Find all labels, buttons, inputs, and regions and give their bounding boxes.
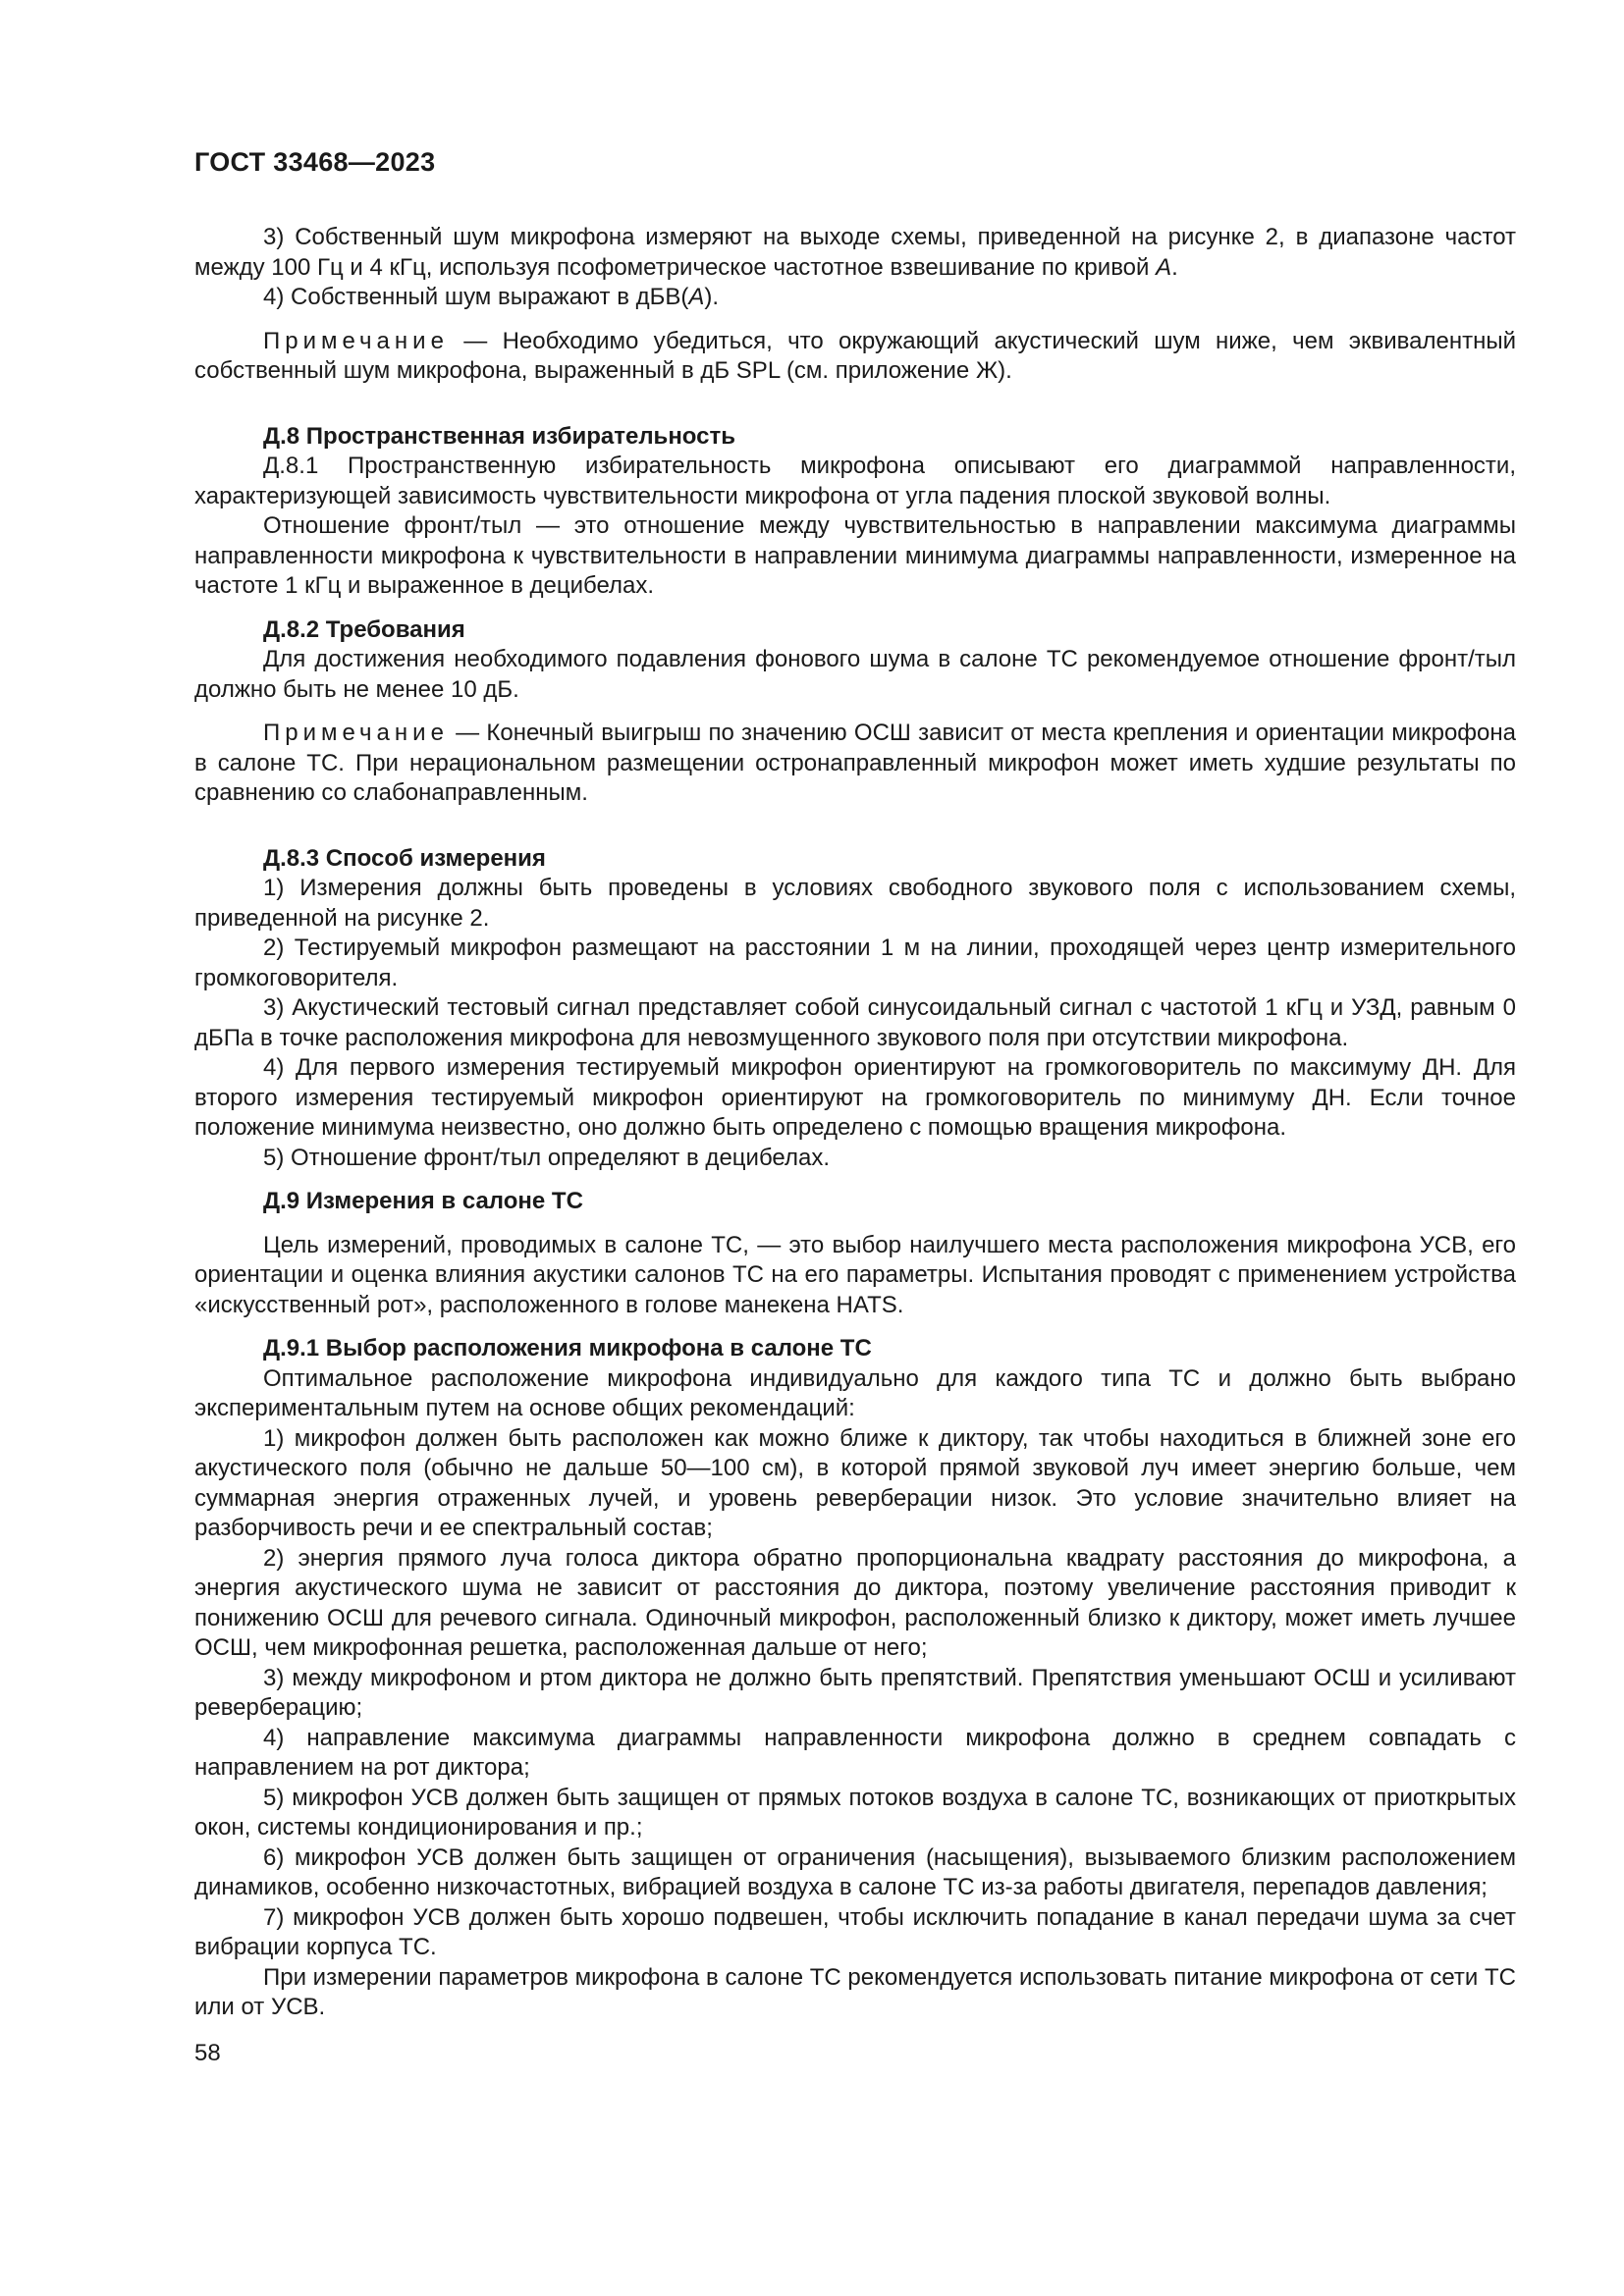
list-item: 2) Тестируемый микрофон размещают на расстоянии 1 м на линии, проходящей через центр измерительного громкоговорителя. [194,934,1516,991]
paragraph [194,283,1516,313]
paragraph: Оптимальное расположение микрофона индивидуально для каждого типа ТС и должно быть выбрано экспериментальным путем на основе общих рекомендаций: [194,1364,1516,1421]
italic-text: A [1156,253,1172,281]
section-heading: Д.8.3 Способ измерения [263,844,546,872]
section-heading: Д.9 Измерения в салоне ТС [263,1188,583,1214]
italic-text: A [688,284,705,310]
paragraph-text: . [1171,253,1178,281]
paragraph: Для достижения необходимого подавления фонового шума в салоне ТС рекомендуемое отношение фронт/тыл должно быть не менее 10 дБ. [194,646,1516,703]
list-item: 4) направление максимума диаграммы направленности микрофона должно в среднем совпадать с направлением на рот диктора; [194,1724,1516,1781]
list-item: 5) микрофон УСВ должен быть защищен от прямых потоков воздуха в салоне ТС, возникающих от приоткрытых окон, системы кондиционирования и пр.; [194,1784,1516,1841]
note [194,719,1516,809]
note-label: Примечание [263,327,449,354]
note [194,327,1516,387]
paragraph: Отношение фронт/тыл — это отношение между чувствительностью в направлении максимума диаграммы направленности микрофона к чувствительности в направлении минимума диаграммы направленности, измеренное на частоте 1 кГц и выраженное в децибелах. [194,512,1516,599]
list-item: 1) Измерения должны быть проведены в условиях свободного звукового поля с использованием схемы, приведенной на рисунке 2. [194,875,1516,932]
list-item: 6) микрофон УСВ должен быть защищен от ограничения (насыщения), вызываемого близким расположением динамиков, особенно низкочастотных, вибрацией воздуха в салоне ТС из-за работы двигателя, перепадов давления; [194,1843,1516,1900]
document-page [194,147,1516,2068]
note-text: — Конечный выигрыш по значению ОСШ зависит от места крепления и ориентации микрофона в салоне ТС. При нерациональном размещении остронаправленный микрофон может иметь худшие результаты по сравнению со слабонаправленным. [194,720,1516,806]
list-item: 4) Для первого измерения тестируемый микрофон ориентируют на громкоговоритель по максимуму ДН. Для второго измерения тестируемый микрофон ориентируют на громкоговоритель по минимуму ДН. Если точное положение минимума неизвестно, оно должно быть определено с помощью вращения микрофона. [194,1054,1516,1141]
list-item: 1) микрофон должен быть расположен как можно ближе к диктору, так чтобы находиться в ближней зоне его акустического поля (обычно не дальше 50—100 см), в которой прямой звуковой луч имеет энергию больше, чем суммарная энергия отраженных лучей, и уровень реверберации низок. Это условие значительно влияет на разборчивость речи и ее спектральный состав; [194,1424,1516,1541]
document-header: ГОСТ 33468—2023 [194,147,436,177]
note-text: — Необходимо убедиться, что окружающий акустический шум ниже, чем эквивалентный собственный шум микрофона, выраженный в дБ SPL (см. приложение Ж). [194,327,1516,384]
list-item: 2) энергия прямого луча голоса диктора обратно пропорциональна квадрату расстояния до микрофона, а энергия акустического шума не зависит от расстояния до диктора, поэтому увеличение расстояния приводит к понижению ОСШ для речевого сигнала. Одиночный микрофон, расположенный близко к диктору, может иметь лучшее ОСШ, чем микрофонная решетка, расположенная дальше от него; [194,1544,1516,1661]
list-item: 5) Отношение фронт/тыл определяют в децибелах. [263,1144,830,1171]
list-item: 3) между микрофоном и ртом диктора не должно быть препятствий. Препятствия уменьшают ОСШ и усиливают реверберацию; [194,1664,1516,1721]
list-item: 7) микрофон УСВ должен быть хорошо подвешен, чтобы исключить попадание в канал передачи шума за счет вибрации корпуса ТС. [194,1903,1516,1960]
paragraph-text: ). [704,284,720,310]
list-item: 3) Акустический тестовый сигнал представляет собой синусоидальный сигнал с частотой 1 кГц и УЗД, равным 0 дБПа в точке расположения микрофона для невозмущенного звукового поля при отсутствии микрофона. [194,994,1516,1051]
section-heading: Д.9.1 Выбор расположения микрофона в салоне ТС [263,1335,872,1362]
section-heading: Д.8 Пространственная избирательность [263,422,736,450]
paragraph: Д.8.1 Пространственную избирательность микрофона описывают его диаграммой направленности, характеризующей зависимость чувствительности микрофона от угла падения плоской звуковой волны. [194,453,1516,509]
paragraph-text: 3) Собственный шум микрофона измеряют на выходе схемы, приведенной на рисунке 2, в диапазоне частот между 100 Гц и 4 кГц, используя псофометрическое частотное взвешивание по кривой [194,224,1516,281]
paragraph [194,223,1516,283]
page-number: 58 [194,2039,221,2066]
section-heading: Д.8.2 Требования [263,615,465,643]
paragraph-text: 4) Собственный шум выражают в дБВ( [263,284,689,310]
paragraph: Цель измерений, проводимых в салоне ТС, — это выбор наилучшего места расположения микрофона УСВ, его ориентации и оценка влияния акустики салонов ТС на его параметры. Испытания проводят с применением устройства «искусственный рот», расположенного в голове манекена HATS. [194,1231,1516,1318]
note-label: Примечание [263,720,449,746]
paragraph: При измерении параметров микрофона в салоне ТС рекомендуется использовать питание микрофона от сети ТС или от УСВ. [194,1963,1516,2020]
